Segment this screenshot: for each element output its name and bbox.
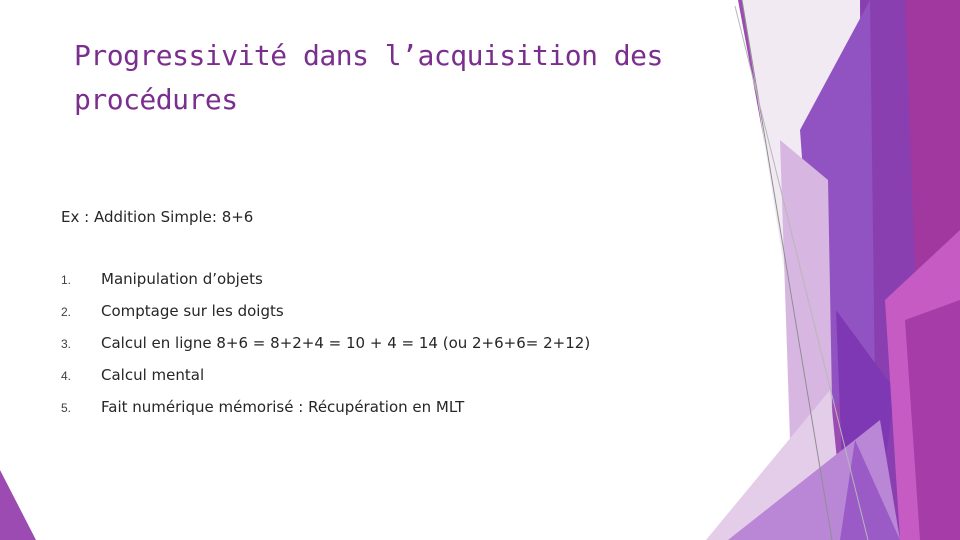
list-item [61, 396, 701, 428]
list-item-text: Comptage sur les doigts [101, 302, 284, 320]
list-item-text: Calcul en ligne 8+6 = 8+2+4 = 10 + 4 = 14 (ou 2+6+6= 2+12) [101, 334, 591, 352]
list-item [61, 300, 701, 332]
slide-title-line-1: Progressivité dans l’acquisition des [74, 39, 663, 72]
list-item [61, 364, 701, 396]
list-item-text: Calcul mental [101, 366, 205, 384]
list-item-number: 2. [61, 305, 72, 319]
list-item-number: 1. [61, 273, 72, 287]
list-item-number: 4. [61, 369, 72, 383]
list-item-text: Fait numérique mémorisé : Récupération en MLT [101, 398, 465, 416]
list-item [61, 332, 701, 364]
slide-title-line-2: procédures [74, 83, 238, 116]
deco-left-accent [0, 470, 36, 540]
example-subtitle: Ex : Addition Simple: 8+6 [61, 208, 254, 226]
list-item [61, 268, 701, 300]
list-item-number: 3. [61, 337, 72, 351]
procedure-list [61, 268, 701, 428]
list-item-number: 5. [61, 401, 72, 415]
list-item-text: Manipulation d’objets [101, 270, 263, 288]
slide-title [74, 34, 694, 122]
